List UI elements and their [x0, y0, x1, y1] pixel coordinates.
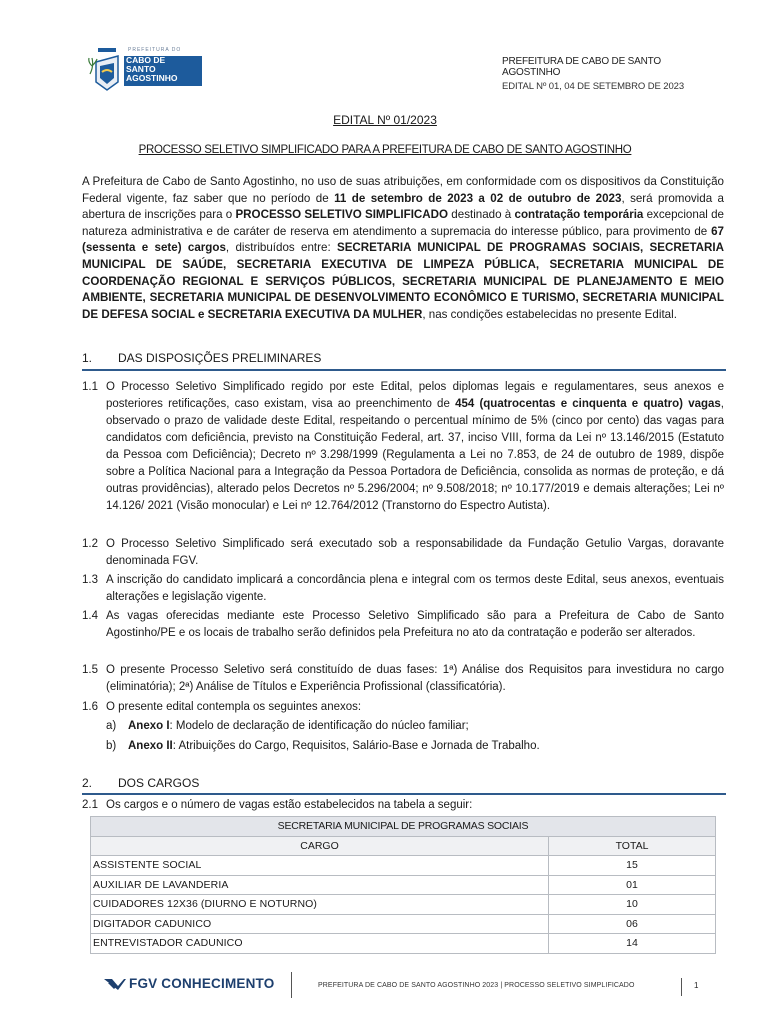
- cargo-cell: ENTREVISTADOR CADUNICO: [91, 934, 549, 954]
- intro-text-6: , nas condições estabelecidas no presente Edital.: [422, 307, 677, 321]
- fgv-chevron-icon: [104, 977, 126, 991]
- table-column-header-row: [91, 836, 716, 856]
- section-1-title: DAS DISPOSIÇÕES PRELIMINARES: [118, 351, 322, 365]
- clause-1-6-text: O presente edital contempla os seguintes anexos:: [106, 701, 362, 713]
- clause-1-6-number: 1.6: [82, 701, 98, 713]
- clause-1-5-text: O presente Processo Seletivo será constituído de duas fases: 1ª) Análise dos Requisitos para investidura no cargo (eliminatória); 2ª) Análise de Títulos e Experiência Profissional (classificatória).: [106, 664, 724, 693]
- total-cell: 10: [549, 895, 716, 915]
- table-row: [91, 895, 716, 915]
- clause-1-1-text: [106, 379, 724, 515]
- intro-text-3: destinado à: [448, 208, 515, 222]
- annex-a-text: : Modelo de declaração de identificação do núcleo familiar;: [169, 720, 469, 732]
- section-1-heading: [82, 351, 726, 365]
- clause-1-3-number: 1.3: [82, 574, 98, 586]
- logo-wordmark: [126, 56, 177, 83]
- annex-item-a: [106, 718, 724, 735]
- section-1-rule: [82, 369, 726, 371]
- header-info: [502, 56, 712, 92]
- cargos-table: [90, 816, 716, 954]
- intro-bold-process: PROCESSO SELETIVO SIMPLIFICADO: [235, 208, 449, 222]
- annex-a-label: Anexo I: [128, 720, 170, 732]
- intro-bold-secretarias: SECRETARIA MUNICIPAL DE PROGRAMAS SOCIAIS, SECRETARIA MUNICIPAL DE SAÚDE, SECRETARIA EXECUTIVA DE LIMPEZA PÚBLICA, SECRETARIA MUNICIPAL DE COORDENAÇÃO REGIONAL E SERVIÇOS PÚBLICOS, SECRETARIA MUNICIPAL DE PLANEJAMENTO E MEIO AMBIENTE, SECRETARIA MUNICIPAL DE DESENVOLVIMENTO ECONÔMICO E TURISMO, SECRETARIA MUNICIPAL DE DEFESA SOCIAL e SECRETARIA EXECUTIVA DA MULHER: [82, 241, 725, 321]
- clause-1-1-bold: 454 (quatrocentas e cinquenta e quatro) vagas: [455, 398, 721, 410]
- section-2-number: 2.: [82, 776, 93, 790]
- clause-2-1-text: Os cargos e o número de vagas estão estabelecidos na tabela a seguir:: [106, 799, 473, 811]
- cargo-cell: ASSISTENTE SOCIAL: [91, 856, 549, 876]
- document-title: EDITAL Nº 01/2023: [333, 113, 437, 127]
- intro-bold-contract: contratação temporária: [514, 208, 644, 222]
- clause-1-4-text: As vagas oferecidas mediante este Processo Seletivo Simplificado são para a Prefeitura de Cabo de Santo Agostinho/PE e os locais de trabalho serão definidos pela Prefeitura no ato da contratação e poderão ser alterados.: [106, 610, 724, 639]
- clause-1-1-number: 1.1: [82, 381, 98, 393]
- clause-2-1-number: 2.1: [82, 799, 98, 811]
- column-header-total: TOTAL: [549, 836, 716, 856]
- clause-1-3: [82, 572, 724, 606]
- annex-b-letter: b): [106, 740, 117, 752]
- clause-1-2: [82, 536, 724, 570]
- section-2-rule: [82, 793, 726, 795]
- logo-line-3: AGOSTINHO: [126, 73, 178, 83]
- section-1-number: 1.: [82, 351, 93, 365]
- clause-1-4: [82, 608, 724, 642]
- clause-1-1-part-c: , observado o prazo de validade deste Edital, respeitando o percentual mínimo de 5% (cinco por cento) das vagas para candidatos com deficiência, previsto na Constituição Federal, art. 37, inciso VIII, forma da Lei nº 13.146/2015 (Estatuto da Pessoa com Deficiência); Decreto nº 3.298/1999 (Regulamenta a Lei no 7.853, de 24 de outubro de 1989, dispõe sobre a Política Nacional para a Integração da Pessoa Portadora de Deficiência, consolida as normas de proteção, e dá outras providências), alterado pelos Decretos nº 5.296/2004; nº 9.508/2018; nº 10.177/2019 e demais alterações; Lei nº 14.126/ 2021 (Visão monocular) e Lei nº 12.764/2012 (Transtorno do Espectro Autista).: [106, 398, 724, 512]
- intro-bold-cargos: 67 (sessenta e sete) cargos: [82, 224, 724, 255]
- clause-1-2-text: O Processo Seletivo Simplificado será executado sob a responsabilidade da Fundação Getulio Vargas, doravante denominada FGV.: [106, 538, 724, 567]
- logo-line-2: SANTO: [126, 64, 156, 74]
- clause-1-6: [82, 699, 724, 716]
- clause-1-3-text: A inscrição do candidato implicará a concordância plena e integral com os termos deste Edital, seus anexos, eventuais alterações e legislação vigente.: [106, 574, 724, 603]
- total-cell: 06: [549, 914, 716, 934]
- clause-1-5-number: 1.5: [82, 664, 98, 676]
- cargo-cell: CUIDADORES 12X36 (DIURNO E NOTURNO): [91, 895, 549, 915]
- page-number: 1: [694, 981, 699, 990]
- total-cell: 14: [549, 934, 716, 954]
- footer-text: PREFEITURA DE CABO DE SANTO AGOSTINHO 2023 | PROCESSO SELETIVO SIMPLIFICADO: [318, 982, 635, 989]
- clause-1-4-number: 1.4: [82, 610, 98, 622]
- clause-1-5: [82, 662, 724, 696]
- cargo-cell: DIGITADOR CADUNICO: [91, 914, 549, 934]
- header-subtitle: EDITAL Nº 01, 04 DE SETEMBRO DE 2023: [502, 81, 685, 92]
- clause-1-1: [82, 379, 724, 515]
- section-2-title: DOS CARGOS: [118, 776, 200, 790]
- city-emblem-icon: [88, 44, 126, 92]
- table-row: [91, 875, 716, 895]
- table-row: [91, 934, 716, 954]
- annex-b-text: : Atribuições do Cargo, Requisitos, Salário-Base e Jornada de Trabalho.: [172, 740, 540, 752]
- prefeitura-logo: [88, 44, 204, 92]
- section-2-heading: [82, 776, 726, 790]
- intro-text-2: , será promovida a abertura de inscrições para o: [82, 191, 725, 222]
- header-title: PREFEITURA DE CABO DE SANTO AGOSTINHO: [502, 56, 661, 78]
- clause-1-1-part-a: O Processo Seletivo Simplificado regido por este Edital, pelos diplomas legais e regulamentares, seus anexos e posteriores retificações, caso existam, visa ao preenchimento de: [106, 381, 724, 410]
- document-subtitle: PROCESSO SELETIVO SIMPLIFICADO PARA A PREFEITURA DE CABO DE SANTO AGOSTINHO: [138, 144, 632, 156]
- annex-b-label: Anexo II: [128, 740, 173, 752]
- logo-line-1: CABO DE: [126, 55, 166, 65]
- footer-divider: [291, 972, 292, 998]
- intro-text-4: excepcional de natureza administrativa e de caráter de reserva em atendimento a supremacia do interesse público, para provimento de: [82, 208, 724, 238]
- column-header-cargo: CARGO: [91, 836, 549, 856]
- cargo-cell: AUXILIAR DE LAVANDERIA: [91, 875, 549, 895]
- intro-bold-dates: 11 de setembro de 2023 a 02 de outubro de 2023: [334, 191, 622, 205]
- table-row: [91, 856, 716, 876]
- table-row: [91, 914, 716, 934]
- annex-item-b: [106, 738, 724, 755]
- clause-1-2-number: 1.2: [82, 538, 98, 550]
- logo-tiny-text: PREFEITURA DO: [128, 47, 182, 53]
- table-group-header-row: [91, 817, 716, 837]
- intro-paragraph: [82, 174, 724, 323]
- fgv-logo-text: FGV CONHECIMENTO: [129, 976, 275, 991]
- fgv-logo: [104, 976, 274, 991]
- total-cell: 15: [549, 856, 716, 876]
- clause-2-1: [82, 797, 724, 814]
- intro-text-1: A Prefeitura de Cabo de Santo Agostinho, no uso de suas atribuições, em conformidade com os dispositivos da Constituição Federal vigente, faz saber que no período de: [82, 175, 724, 205]
- table-group-header: SECRETARIA MUNICIPAL DE PROGRAMAS SOCIAIS: [91, 817, 716, 837]
- annex-a-letter: a): [106, 720, 117, 732]
- footer-divider-page: [681, 978, 682, 996]
- total-cell: 01: [549, 875, 716, 895]
- intro-text-5: , distribuídos entre:: [225, 241, 337, 255]
